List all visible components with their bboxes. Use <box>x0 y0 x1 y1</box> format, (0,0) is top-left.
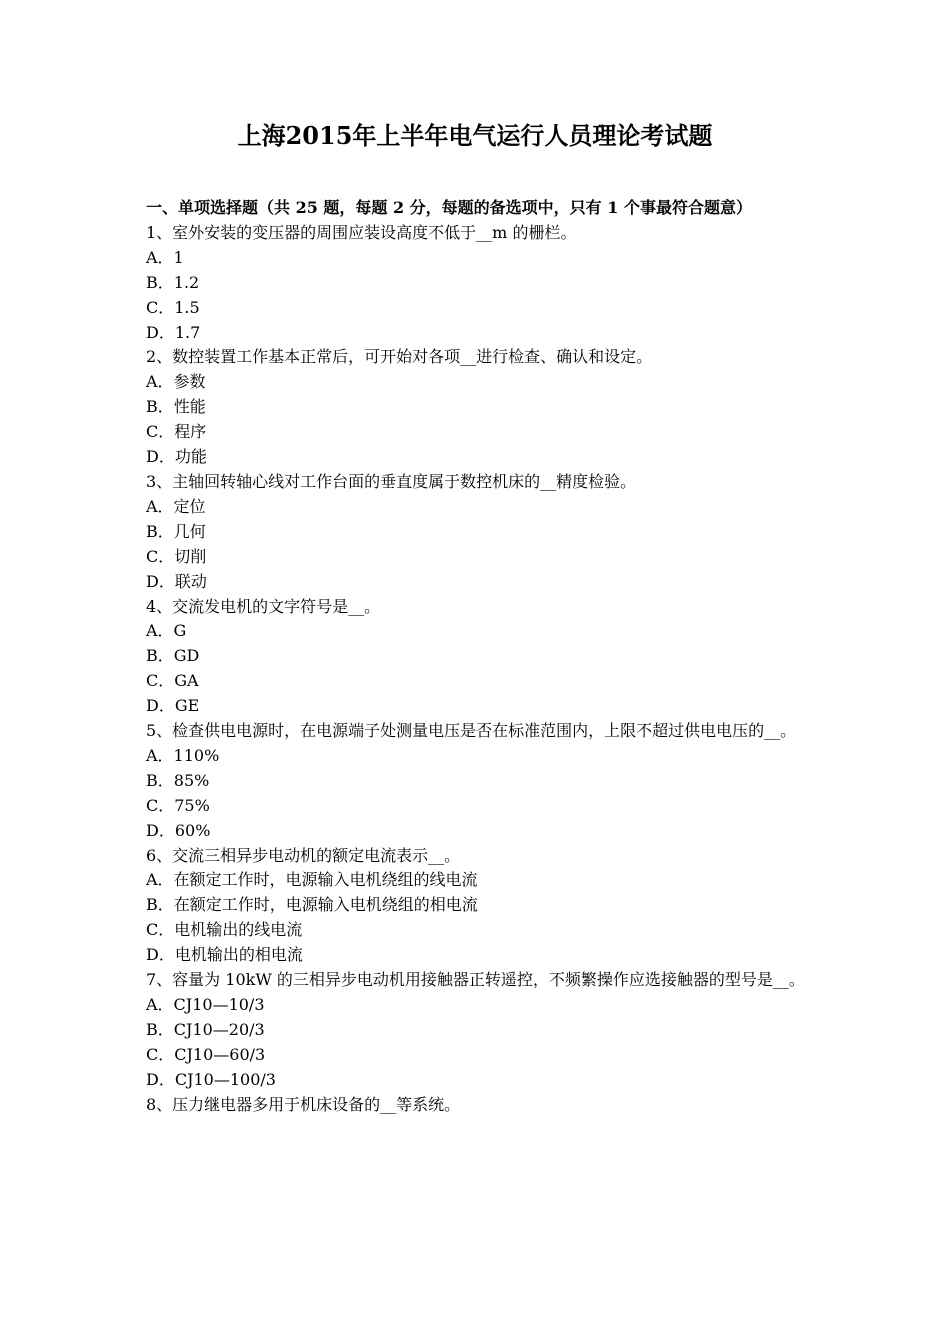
section-heading: 一、单项选择题（共 25 题，每题 2 分，每题的备选项中，只有 1 个事最符合题意） <box>146 198 752 217</box>
option-d: D．联动 <box>146 571 207 591</box>
question-stem: 2、数控装置工作基本正常后，可开始对各项__进行检查、确认和设定。 <box>146 347 653 367</box>
question-6 <box>146 844 808 969</box>
option-c: C．GA <box>146 671 199 691</box>
option-a: A．定位 <box>146 496 206 516</box>
option-b: B．1.2 <box>146 272 200 292</box>
option-b: B．CJ10—20/3 <box>146 1019 265 1039</box>
option-d: D．电机输出的相电流 <box>146 945 303 965</box>
question-stem: 5、检查供电电源时，在电源端子处测量电压是否在标准范围内，上限不超过供电电压的__。 <box>146 721 797 741</box>
option-d: D．功能 <box>146 447 207 467</box>
question-5 <box>146 719 808 844</box>
option-c: C．程序 <box>146 422 207 442</box>
option-c: C．75% <box>146 795 210 815</box>
question-stem: 4、交流发电机的文字符号是__。 <box>146 596 381 616</box>
document-body <box>146 196 808 1118</box>
question-stem: 1、室外安装的变压器的周围应装设高度不低于__m 的栅栏。 <box>146 222 577 242</box>
option-d: D．GE <box>146 696 200 716</box>
option-a: A．G <box>146 621 187 641</box>
document-title: 上海2015年上半年电气运行人员理论考试题 <box>237 121 713 150</box>
question-stem: 6、交流三相异步电动机的额定电流表示__。 <box>146 845 461 865</box>
option-c: C．1.5 <box>146 297 200 317</box>
question-stem: 7、容量为 10kW 的三相异步电动机用接触器正转遥控，不频繁操作应选接触器的型号是__。 <box>146 970 805 990</box>
question-1 <box>146 221 808 346</box>
option-b: B．几何 <box>146 521 206 541</box>
option-d: D．60% <box>146 820 211 840</box>
option-a: A．CJ10—10/3 <box>146 995 265 1014</box>
question-8 <box>146 1093 808 1118</box>
option-b: B．GD <box>146 646 200 666</box>
question-7 <box>146 968 808 1093</box>
question-3 <box>146 470 808 595</box>
question-4 <box>146 595 808 720</box>
option-b: B．85% <box>146 770 210 790</box>
option-a: A．1 <box>146 247 184 267</box>
option-c: C．电机输出的线电流 <box>146 920 303 940</box>
option-c: C．切削 <box>146 546 207 566</box>
question-2 <box>146 345 808 470</box>
option-b: B．性能 <box>146 397 206 417</box>
option-b: B．在额定工作时，电源输入电机绕组的相电流 <box>146 895 478 915</box>
option-a: A．参数 <box>146 372 206 392</box>
question-stem: 8、压力继电器多用于机床设备的__等系统。 <box>146 1094 461 1114</box>
option-d: D．1.7 <box>146 322 201 342</box>
option-a: A．在额定工作时，电源输入电机绕组的线电流 <box>146 870 478 890</box>
option-a: A．110% <box>146 745 220 765</box>
question-stem: 3、主轴回转轴心线对工作台面的垂直度属于数控机床的__精度检验。 <box>146 471 637 491</box>
option-d: D．CJ10—100/3 <box>146 1069 276 1089</box>
option-c: C．CJ10—60/3 <box>146 1044 266 1064</box>
